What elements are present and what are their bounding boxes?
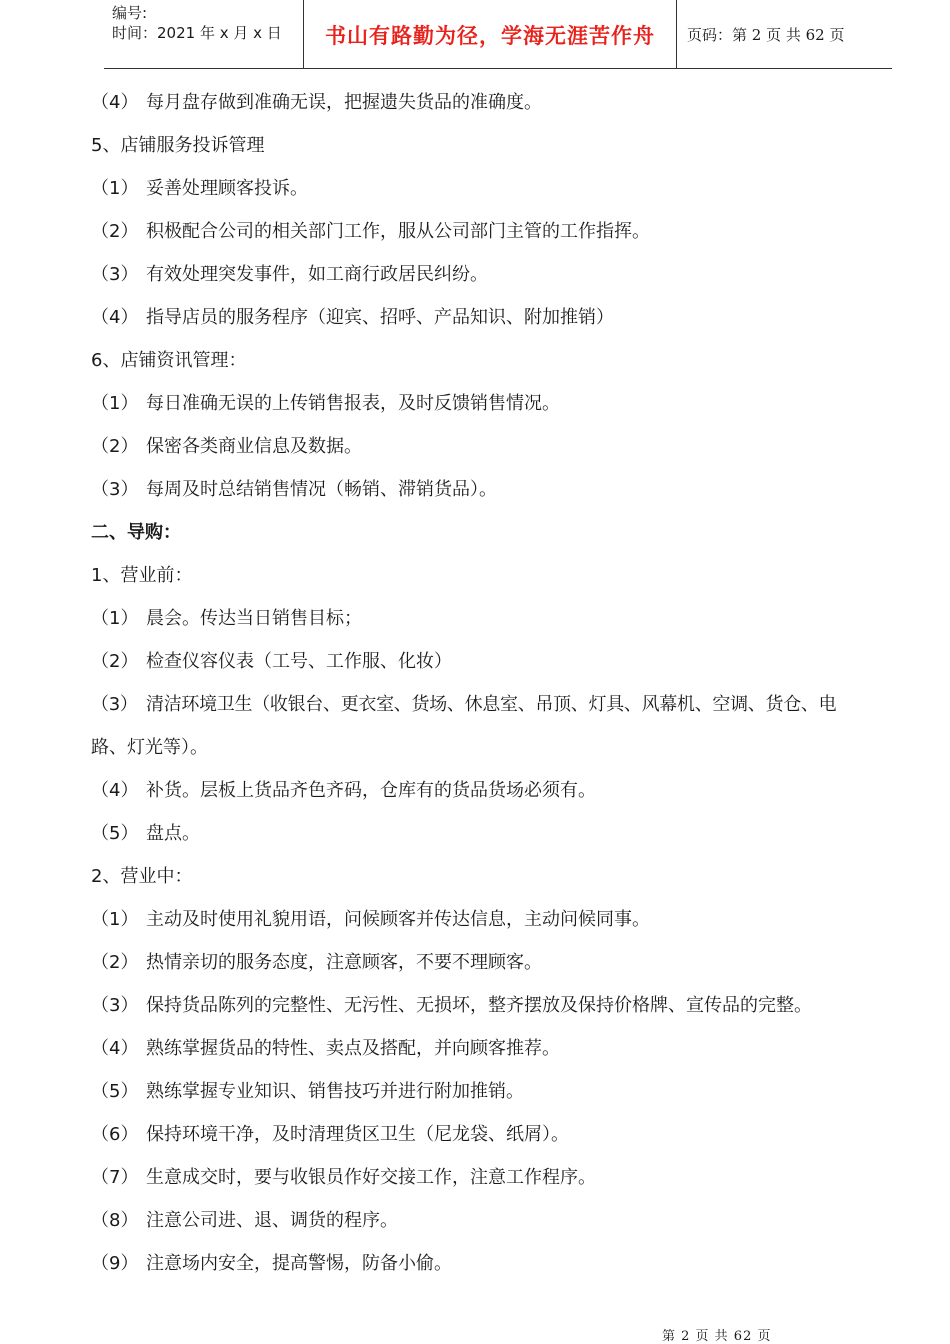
item-text: 指导店员的服务程序（迎宾、招呼、产品知识、附加推销） [146, 307, 614, 328]
item-number: （7） [91, 1167, 139, 1188]
item-number: （2） [91, 952, 139, 973]
item-number: （4） [91, 1038, 139, 1059]
list-item [91, 822, 200, 846]
item-number: （3） [91, 264, 139, 285]
item-text: 熟练掌握货品的特性、卖点及搭配，并向顾客推荐。 [146, 1038, 560, 1059]
header-middle-cell [304, 0, 677, 68]
item-number: （2） [91, 651, 139, 672]
list-item [91, 392, 560, 416]
list-item [91, 650, 452, 674]
item-number: （8） [91, 1210, 139, 1231]
page-footer: 第 2 页 共 62 页 [662, 1329, 772, 1344]
item-text: 热情亲切的服务态度，注意顾客，不要不理顾客。 [146, 952, 542, 973]
item-text: 保密各类商业信息及数据。 [146, 436, 362, 457]
item-text: 保持货品陈列的完整性、无污性、无损坏，整齐摆放及保持价格牌、宣传品的完整。 [146, 995, 812, 1016]
item-text: 盘点。 [146, 823, 200, 844]
item-text: 保持环境干净，及时清理货区卫生（尼龙袋、纸屑）。 [146, 1124, 569, 1145]
list-item [91, 1080, 524, 1104]
item-text: 晨会。传达当日销售目标； [146, 608, 362, 629]
item-number: （2） [91, 436, 139, 457]
list-item [91, 1209, 398, 1233]
item-text: 生意成交时，要与收银员作好交接工作，注意工作程序。 [146, 1167, 596, 1188]
list-item [91, 91, 542, 115]
header-page-info: 页码：第 2 页 共 62 页 [687, 26, 845, 44]
list-item [91, 607, 362, 631]
item-text: 每周及时总结销售情况（畅销、滞销货品）。 [146, 479, 497, 500]
item-text: 2、营业中： [91, 866, 193, 887]
item-text: 注意公司进、退、调货的程序。 [146, 1210, 398, 1231]
item-text: 有效处理突发事件，如工商行政居民纠纷。 [146, 264, 488, 285]
item-number: （2） [91, 221, 139, 242]
item-number: （1） [91, 178, 139, 199]
item-text: 积极配合公司的相关部门工作，服从公司部门主管的工作指挥。 [146, 221, 650, 242]
list-item [91, 1252, 452, 1276]
item-number: （1） [91, 909, 139, 930]
list-item [91, 1166, 596, 1190]
item-number: （5） [91, 1081, 139, 1102]
section-heading [91, 564, 192, 588]
item-number: （1） [91, 393, 139, 414]
list-item [91, 177, 308, 201]
item-text: 妥善处理顾客投诉。 [146, 178, 308, 199]
item-text: 熟练掌握专业知识、销售技巧并进行附加推销。 [146, 1081, 524, 1102]
item-text: 路、灯光等）。 [91, 737, 208, 758]
item-text: 二、导购： [91, 522, 181, 543]
item-text: 注意场内安全，提高警惕，防备小偷。 [146, 1253, 452, 1274]
item-number: （4） [91, 307, 139, 328]
item-text: 清洁环境卫生（收银台、更衣室、货场、休息室、吊顶、灯具、风幕机、空调、货仓、电 [146, 694, 837, 715]
item-text: 每日准确无误的上传销售报表，及时反馈销售情况。 [146, 393, 560, 414]
item-text: 检查仪容仪表（工号、工作服、化妆） [146, 651, 452, 672]
item-number: （9） [91, 1253, 139, 1274]
item-text: 补货。层板上货品齐色齐码，仓库有的货品货场必须有。 [146, 780, 596, 801]
list-item [91, 908, 650, 932]
list-item [91, 951, 542, 975]
list-item [91, 306, 614, 330]
chapter-heading [91, 521, 181, 545]
item-text: 5、店铺服务投诉管理 [91, 135, 265, 156]
item-number: （4） [91, 92, 139, 113]
item-number: （4） [91, 780, 139, 801]
header-motto: 书山有路勤为径，学海无涯苦作舟 [325, 23, 655, 48]
item-text: 6、店铺资讯管理： [91, 350, 247, 371]
list-item [91, 994, 812, 1018]
section-heading [91, 349, 246, 373]
item-number: （3） [91, 995, 139, 1016]
code-label: 编号: [112, 4, 148, 22]
page-header [104, 0, 892, 69]
item-text: 主动及时使用礼貌用语，问候顾客并传达信息，主动问候同事。 [146, 909, 650, 930]
item-number: （3） [91, 694, 138, 715]
list-item [91, 220, 650, 244]
section-heading [91, 865, 192, 889]
time-label: 时间：2021 年 x 月 x 日 [112, 24, 282, 42]
list-item [91, 478, 497, 502]
item-text: 每月盘存做到准确无误，把握遗失货品的准确度。 [146, 92, 542, 113]
list-item [91, 263, 488, 287]
header-right-cell [677, 0, 892, 68]
item-number: （6） [91, 1124, 139, 1145]
item-text: 1、营业前： [91, 565, 193, 586]
item-number: （1） [91, 608, 139, 629]
list-item [91, 1037, 560, 1061]
list-item-continuation [91, 736, 208, 760]
section-heading [91, 134, 264, 158]
list-item [91, 1123, 569, 1147]
list-item [91, 435, 362, 459]
item-number: （5） [91, 823, 139, 844]
list-item [91, 693, 836, 717]
item-number: （3） [91, 479, 139, 500]
list-item [91, 779, 596, 803]
header-left-cell [104, 0, 304, 68]
